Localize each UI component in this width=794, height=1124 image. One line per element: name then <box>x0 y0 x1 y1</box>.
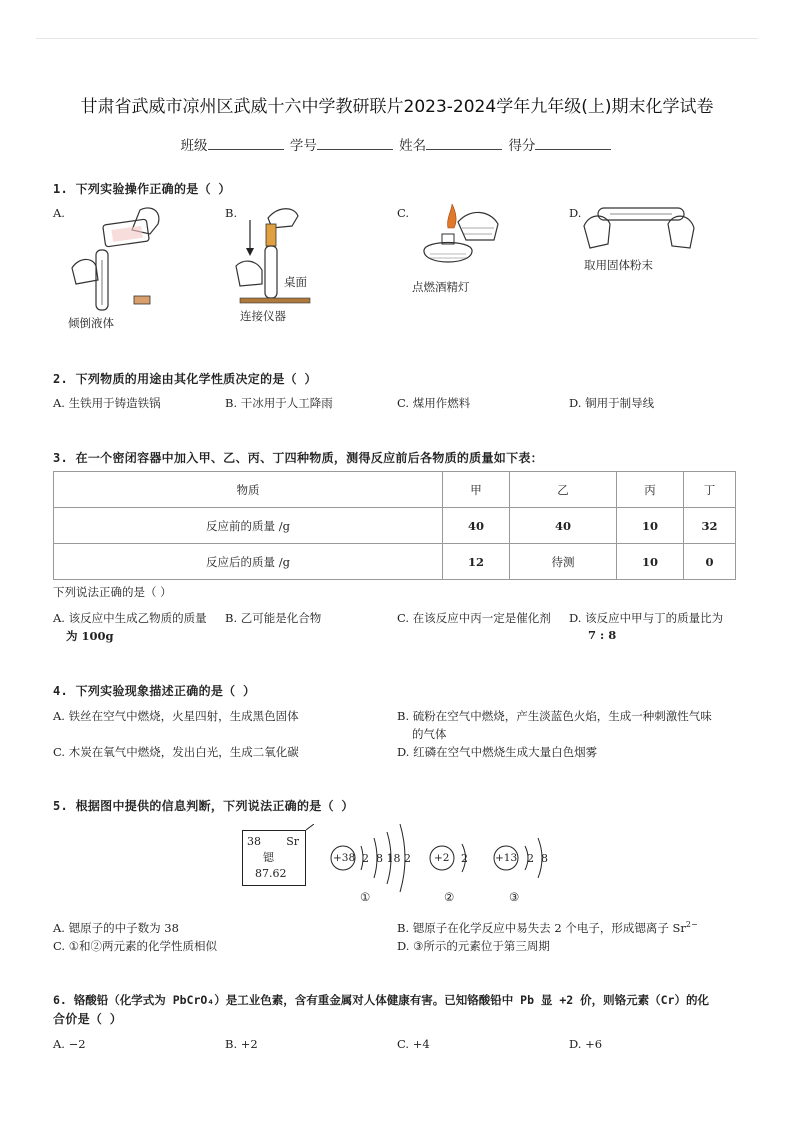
q6-option-c[interactable]: C. +4 <box>397 1037 430 1051</box>
atom-3-shells: 2 8 <box>527 852 548 865</box>
table-header-cell: 丙 <box>617 472 684 508</box>
header-divider <box>36 38 758 39</box>
table-header-cell: 甲 <box>443 472 510 508</box>
table-cell: 待测 <box>510 544 617 580</box>
q6-option-b[interactable]: B. +2 <box>225 1037 258 1051</box>
alcohol-lamp-illustration <box>408 200 508 280</box>
table-header-cell: 物质 <box>54 472 443 508</box>
table-cell: 10 <box>617 508 684 544</box>
q3-option-a-cont: 为 100g <box>66 629 114 643</box>
table-row <box>54 508 736 544</box>
page-title: 甘肃省武威市凉州区武威十六中学教研联片2023-2024学年九年级(上)期末化学试卷 <box>80 97 714 117</box>
q1-option-c[interactable]: C. <box>397 206 410 220</box>
question-3-stem: 3. 在一个密闭容器中加入甲、乙、丙、丁四种物质，测得反应前后各物质的质量如下表： <box>53 451 543 465</box>
element-symbol: Sr <box>286 835 299 848</box>
class-blank[interactable] <box>208 137 284 150</box>
pouring-liquid-illustration <box>62 200 172 320</box>
question-5-stem: 5. 根据图中提供的信息判断，下列说法正确的是（ ） <box>53 799 354 813</box>
q1-option-d[interactable]: D. <box>569 206 582 220</box>
class-label: 班级 <box>180 138 208 154</box>
table-cell: 0 <box>684 544 736 580</box>
q2-option-b[interactable]: B. 干冰用于人工降雨 <box>225 396 333 410</box>
question-6-stem: 6. 铬酸铅（化学式为 PbCrO₄）是工业色素，含有重金属对人体健康有害。已知铬酸铅中 Pb 显 +2 价，则铬元素（Cr）的化 <box>53 993 709 1007</box>
q1-option-b[interactable]: B. <box>225 206 238 220</box>
table-row <box>54 544 736 580</box>
connecting-apparatus-illustration <box>232 200 342 310</box>
q2-option-c[interactable]: C. 煤用作燃料 <box>397 396 471 410</box>
q5-option-b-text: B. 锶原子在化学反应中易失去 2 个电子，形成锶离子 Sr <box>397 921 686 935</box>
table-cell: 12 <box>443 544 510 580</box>
student-info-line <box>0 134 794 154</box>
table-cell: 反应后的质量 /g <box>54 544 443 580</box>
q4-option-a[interactable]: A. 铁丝在空气中燃烧，火星四射，生成黑色固体 <box>53 709 299 723</box>
q1-caption-d: 取用固体粉末 <box>584 258 653 272</box>
number-label: 学号 <box>289 138 317 154</box>
q3-option-d-cont: 7 : 8 <box>588 628 617 642</box>
q5-option-d[interactable]: D. ③所示的元素位于第三周期 <box>397 939 550 953</box>
q1-caption-b: 连接仪器 <box>240 309 286 323</box>
table-cell: 40 <box>510 508 617 544</box>
atom-2-label: ② <box>444 890 455 904</box>
q5-option-a[interactable]: A. 锶原子的中子数为 38 <box>53 921 179 935</box>
atom-2-shells: 2 <box>461 852 468 865</box>
q1-caption-c: 点燃酒精灯 <box>412 280 470 294</box>
question-1-stem: 1. 下列实验操作正确的是（ ） <box>53 182 231 196</box>
atom-1-shells: 2 8 18 2 <box>362 852 411 865</box>
card-3d-edge <box>306 824 314 836</box>
score-label: 得分 <box>508 138 536 154</box>
q4-option-b[interactable]: B. 硫粉在空气中燃烧，产生淡蓝色火焰，生成一种刺激性气味 <box>397 709 712 723</box>
table-cell: 10 <box>617 544 684 580</box>
element-name: 锶 <box>263 851 274 864</box>
q5-option-c[interactable]: C. ①和②两元素的化学性质相似 <box>53 939 218 953</box>
q4-option-d[interactable]: D. 红磷在空气中燃烧生成大量白色烟雾 <box>397 745 598 759</box>
atom-3-nucleus: +13 <box>495 852 518 864</box>
score-blank[interactable] <box>535 137 611 150</box>
name-label: 姓名 <box>399 138 427 154</box>
element-mass: 87.62 <box>255 867 287 880</box>
q6-option-a[interactable]: A. −2 <box>53 1037 86 1051</box>
atom-1-label: ① <box>360 890 371 904</box>
q1-option-a[interactable]: A. <box>53 206 65 220</box>
element-card-strontium <box>242 830 306 886</box>
q3-option-a[interactable]: A. 该反应中生成乙物质的质量 <box>53 611 207 625</box>
q6-option-d[interactable]: D. +6 <box>569 1037 603 1051</box>
table-header-row <box>54 472 736 508</box>
name-blank[interactable] <box>426 137 502 150</box>
element-atomic-number: 38 <box>247 835 261 848</box>
q5-option-b[interactable] <box>397 920 698 936</box>
table-cell: 反应前的质量 /g <box>54 508 443 544</box>
question-4-stem: 4. 下列实验现象描述正确的是（ ） <box>53 684 256 698</box>
table-header-cell: 乙 <box>510 472 617 508</box>
q3-prompt: 下列说法正确的是（ ） <box>53 585 172 599</box>
q3-option-d[interactable]: D. 该反应中甲与丁的质量比为 <box>569 611 724 625</box>
atom-1-nucleus: +38 <box>333 852 356 864</box>
q4-option-c[interactable]: C. 木炭在氧气中燃烧，发出白光，生成二氧化碳 <box>53 745 299 759</box>
q1-desk-label: 桌面 <box>284 275 307 289</box>
q5-option-b-charge: 2− <box>685 920 698 930</box>
q1-caption-a: 倾倒液体 <box>68 316 114 330</box>
atom-3-label: ③ <box>509 890 520 904</box>
question-2-stem: 2. 下列物质的用途由其化学性质决定的是（ ） <box>53 372 317 386</box>
q2-option-a[interactable]: A. 生铁用于铸造铁锅 <box>53 396 161 410</box>
mass-table <box>53 471 736 580</box>
q3-option-c[interactable]: C. 在该反应中丙一定是催化剂 <box>397 611 551 625</box>
q4-option-b-cont: 的气体 <box>412 727 447 741</box>
table-header-cell: 丁 <box>684 472 736 508</box>
atom-2-nucleus: +2 <box>434 852 450 864</box>
question-6-stem-cont: 合价是（ ） <box>53 1012 123 1026</box>
solid-powder-illustration <box>580 200 700 260</box>
q2-option-d[interactable]: D. 铜用于制导线 <box>569 396 655 410</box>
number-blank[interactable] <box>317 137 393 150</box>
q3-option-b[interactable]: B. 乙可能是化合物 <box>225 611 322 625</box>
table-cell: 32 <box>684 508 736 544</box>
table-cell: 40 <box>443 508 510 544</box>
